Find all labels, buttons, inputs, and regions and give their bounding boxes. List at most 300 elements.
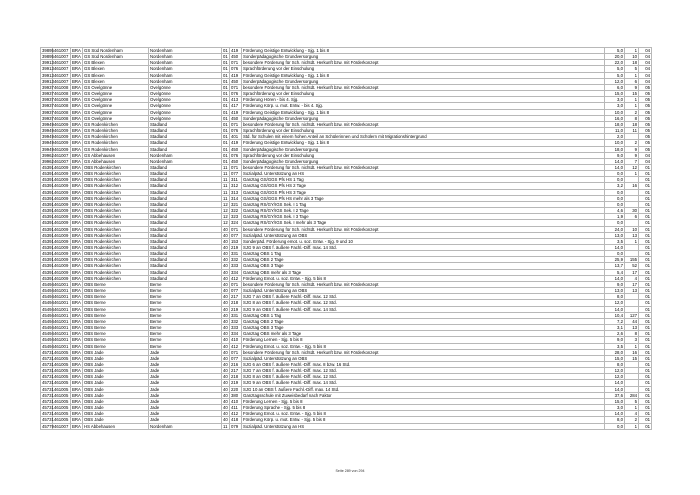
table-cell: OBS Rodenkirchen (83, 226, 149, 232)
table-cell: SJG 8 an OBS f. äußere Fachl.-Diff. max. 12 Std. (242, 300, 605, 306)
table-cell: 45494 (42, 281, 54, 287)
table-cell: BRA (72, 60, 81, 66)
table-cell: 079 (230, 423, 242, 429)
table-cell: 6,0 (605, 84, 625, 90)
table-cell: 39913 (42, 66, 54, 72)
table-cell: 401 (230, 134, 242, 140)
table-cell: 01 (639, 269, 652, 275)
table-cell: Stadland (149, 177, 222, 183)
table-cell: 01 (639, 263, 652, 269)
table-cell: 39913 (42, 60, 54, 66)
table-cell: 15,0 (605, 398, 625, 404)
table-cell: BRA (72, 115, 81, 121)
table-cell: 13 (625, 288, 639, 294)
table-cell: 1 (625, 405, 639, 411)
table-cell: 45494 (42, 306, 54, 312)
table-cell: Stadland (149, 220, 222, 226)
table-cell: 40 (223, 269, 228, 275)
table-cell: 0,0 (605, 189, 625, 195)
table-cell: 461005 (53, 349, 71, 355)
table-cell: OBS Rodenkirchen (83, 257, 149, 263)
table-cell: 01 (223, 72, 228, 78)
table-cell: BRA (72, 146, 81, 152)
table-cell: 01 (639, 417, 652, 423)
table-cell: 45731 (42, 386, 54, 392)
table-cell: OBS Berne (83, 281, 149, 287)
table-cell: Förderung Emot. u. soz. Entw. - Sjg. 5 bis 8 (242, 275, 605, 281)
table-cell: besondere Förderung für Sch. nichtdt. Herkunft bzw. mit Förderkonzept (242, 84, 605, 90)
table-cell: BRA (72, 312, 81, 318)
table-cell: 461001 (53, 318, 71, 324)
table-cell: 323 (230, 214, 242, 220)
table-cell: Berne (149, 331, 222, 337)
table-cell: 01 (223, 158, 228, 164)
table-cell: GS Abbehausen (83, 158, 149, 164)
table-cell: 45779 (42, 423, 54, 429)
table-cell: OBS Rodenkirchen (83, 263, 149, 269)
table-cell: 01 (223, 60, 228, 66)
table-cell: 3,5 (605, 238, 625, 244)
table-cell: 05 (639, 115, 652, 121)
table-cell: Stadland (149, 183, 222, 189)
table-cell: 1 (625, 48, 639, 54)
table-cell: besondere Förderung für Sch. nichtdt. Herkunft bzw. mit Förderkonzept (242, 164, 605, 170)
table-cell: OBS Jade (83, 417, 149, 423)
table-cell: 322 (230, 208, 242, 214)
table-cell: 45391 (42, 164, 54, 170)
table-cell: 461001 (53, 300, 71, 306)
table-cell: 39949 (42, 128, 54, 134)
table-cell: BRA (72, 331, 81, 337)
table-cell: OBS Rodenkirchen (83, 245, 149, 251)
table-cell: 0,0 (605, 251, 625, 257)
table-cell: 39913 (42, 78, 54, 84)
table-cell: Ganztag OBS 1 Tag (242, 251, 605, 257)
table-cell: Berne (149, 312, 222, 318)
table-cell: 01 (223, 121, 228, 127)
table-cell: 11 (222, 171, 230, 177)
table-cell: 10,4 (605, 312, 625, 318)
table-cell: Förderung Sprache - Sjg. 5 bis 8 (242, 405, 605, 411)
table-cell: Ganztag RS/GY/IGS Sek. I 2 Tage (242, 208, 605, 214)
table-cell: 3,2 (605, 183, 625, 189)
table-cell: BRA (72, 121, 81, 127)
table-cell: 1 (625, 72, 639, 78)
table-cell: Sonderpädagogische Grundversorgung (242, 115, 605, 121)
table-cell: 11,0 (605, 128, 625, 134)
table-cell: 01 (223, 109, 228, 115)
table-cell: 331 (230, 312, 242, 318)
table-cell: 11 (222, 164, 230, 170)
table-cell: 40 (223, 349, 228, 355)
table-cell: GS Rodenkirchen (83, 134, 149, 140)
table-cell: BRA (72, 392, 81, 398)
table-cell: 461009 (53, 226, 71, 232)
table-cell: 45731 (42, 398, 54, 404)
table-cell: Ganztag RS/GY/IGS Sek. I 1 Tag (242, 201, 605, 207)
table-cell: 0,0 (605, 195, 625, 201)
table-cell: 40 (223, 380, 228, 386)
table-cell: 39937 (42, 84, 54, 90)
table-cell: 05 (639, 103, 652, 109)
table-cell: 14,0 (605, 164, 625, 170)
table-cell: OBS Berne (83, 325, 149, 331)
table-cell: OBS Berne (83, 288, 149, 294)
table-cell: Berne (149, 306, 222, 312)
table-cell: 05 (639, 128, 652, 134)
table-cell: Ganztag GS/GGS Pfs HS 3 Tage (242, 189, 605, 195)
table-cell: 28,0 (605, 349, 625, 355)
table-cell: BRA (72, 325, 81, 331)
table-cell: 333 (230, 263, 242, 269)
table-cell: 461007 (53, 48, 71, 54)
table-cell: 461001 (53, 288, 71, 294)
table-cell: OBS Jade (83, 380, 149, 386)
table-cell: Jade (149, 392, 222, 398)
table-cell: GS Ovelgönne (83, 91, 149, 97)
table-cell: BRA (72, 343, 81, 349)
table-cell: Ovelgönne (149, 109, 222, 115)
table-cell: 45731 (42, 380, 54, 386)
table-cell: 461009 (53, 177, 71, 183)
table-cell: 40 (223, 386, 228, 392)
table-cell: Jade (149, 368, 222, 374)
table-cell: Ganztag RS/GY/IGS Sek. I 3 Tage (242, 214, 605, 220)
table-cell: Ganztag OBS 2 Tage (242, 318, 605, 324)
table-cell: OBS Berne (83, 343, 149, 349)
table-cell: Förderung Geistige Entwicklung - Sjg. 1 bis 8 (242, 48, 605, 54)
table-cell: 05 (639, 121, 652, 127)
table-cell: 39895 (42, 54, 54, 60)
table-cell: Nordenham (149, 72, 222, 78)
table-cell: 05 (639, 84, 652, 90)
table-cell: 284 (625, 392, 639, 398)
table-cell: besondere Förderung für Sch. nichtdt. Herkunft bzw. mit Förderkonzept (242, 121, 605, 127)
table-cell: 01 (639, 361, 652, 367)
table-cell: OBS Rodenkirchen (83, 214, 149, 220)
table-cell: OBS Rodenkirchen (83, 251, 149, 257)
table-cell: SJG 8 an OBS f. äußere Fachl.-Diff. max. 12 Std. (242, 374, 605, 380)
table-cell: Sozialpäd. Unterstützung an HS (242, 171, 605, 177)
table-cell: 334 (230, 269, 242, 275)
table-cell: 40 (223, 325, 228, 331)
table-cell: 13,7 (605, 263, 625, 269)
table-cell: 15 (625, 355, 639, 361)
table-cell: 380 (230, 392, 242, 398)
table-cell: 01 (639, 398, 652, 404)
table-cell: 01 (639, 392, 652, 398)
table-cell: BRA (72, 208, 81, 214)
table-cell: 461005 (53, 355, 71, 361)
table-cell: BRA (72, 269, 81, 275)
table-cell: 8 (625, 331, 639, 337)
table-cell: 52 (625, 263, 639, 269)
table-cell: Sozialpäd. Unterstützung an OBS (242, 288, 605, 294)
table-cell: 01 (223, 140, 228, 146)
table-cell: GS Ovelgönne (83, 97, 149, 103)
table-cell: 45391 (42, 251, 54, 257)
table-cell: 5 (625, 66, 639, 72)
table-cell: 04 (639, 54, 652, 60)
table-cell: BRA (72, 300, 81, 306)
table-cell: BRA (72, 195, 81, 201)
table-cell: BRA (72, 140, 81, 146)
table-cell: 076 (230, 128, 242, 134)
table-cell: 01 (639, 343, 652, 349)
table-cell: 45494 (42, 331, 54, 337)
table-cell: OBS Rodenkirchen (83, 164, 149, 170)
table-cell: SJG 10 an OBS f. äußere Fachl.-Diff. max. 14 Std. (242, 386, 605, 392)
table-cell: Nordenham (149, 54, 222, 60)
table-cell: 40 (223, 361, 228, 367)
table-cell: 461009 (53, 263, 71, 269)
table-cell: 01 (639, 214, 652, 220)
table-body (41, 48, 652, 430)
table-cell: 10 (625, 226, 639, 232)
table-cell: 01 (639, 411, 652, 417)
table-cell: 9,0 (605, 337, 625, 343)
table-cell: 3,0 (605, 97, 625, 103)
table-cell: 01 (639, 251, 652, 257)
table-cell: 13 (625, 232, 639, 238)
table-cell: OBS Jade (83, 398, 149, 404)
table-cell: 461009 (53, 171, 71, 177)
table-cell: 5,0 (605, 72, 625, 78)
table-cell: 071 (230, 281, 242, 287)
table-cell: BRA (72, 349, 81, 355)
table-cell: 332 (230, 257, 242, 263)
table-cell: 15,0 (605, 355, 625, 361)
table-cell: 01 (223, 146, 228, 152)
table-cell: 14,0 (605, 380, 625, 386)
table-cell: Sonderpäd. Förderung emot. u. soz. Entw. - Sjg. 9 und 10 (242, 238, 605, 244)
table-cell: 13,0 (605, 288, 625, 294)
table-cell: OBS Jade (83, 355, 149, 361)
table-cell: Ovelgönne (149, 103, 222, 109)
table-cell: 01 (223, 54, 228, 60)
table-cell: Stadland (149, 275, 222, 281)
table-cell: Sonderpädagogische Grundversorgung (242, 146, 605, 152)
table-cell: 419 (230, 48, 242, 54)
table-cell: 071 (230, 121, 242, 127)
table-cell: Stadland (149, 263, 222, 269)
table-cell: OBS Rodenkirchen (83, 238, 149, 244)
table-cell: BRA (72, 164, 81, 170)
table-cell: 45391 (42, 232, 54, 238)
table-cell: 3,5 (605, 343, 625, 349)
table-cell: GS Blexen (83, 66, 149, 72)
table-cell: GS Ovelgönne (83, 109, 149, 115)
table-cell: BRA (72, 226, 81, 232)
table-cell: besondere Förderung für Sch. nichtdt. Herkunft bzw. mit Förderkonzept (242, 60, 605, 66)
table-cell: 461007 (53, 60, 71, 66)
table-cell: GS Süd Nordenham (83, 54, 149, 60)
table-cell: Berne (149, 281, 222, 287)
table-cell: 417 (230, 103, 242, 109)
table-cell: 12,0 (605, 374, 625, 380)
table-cell: 071 (230, 84, 242, 90)
table-cell: 45494 (42, 318, 54, 324)
table-cell: GS Blexen (83, 78, 149, 84)
table-cell: BRA (72, 220, 81, 226)
table-cell: 40 (223, 300, 228, 306)
table-cell: 45731 (42, 374, 54, 380)
table-cell: BRA (72, 238, 81, 244)
table-cell: BRA (72, 214, 81, 220)
table-cell: 461005 (53, 386, 71, 392)
table-cell: BRA (72, 380, 81, 386)
table-cell: Sprachförderung vor der Einschulung (242, 152, 605, 158)
table-cell: 40 (223, 288, 228, 294)
table-cell: 127 (625, 312, 639, 318)
table-cell: 410 (230, 337, 242, 343)
table-cell: 311 (230, 177, 242, 183)
table-cell: 01 (639, 288, 652, 294)
table-cell: 40 (223, 337, 228, 343)
table-cell: BRA (72, 306, 81, 312)
table-cell: 411 (230, 405, 242, 411)
table-cell: 461008 (53, 91, 71, 97)
table-cell: Förderung Geistige Entwicklung - Sjg. 1 bis 8 (242, 140, 605, 146)
table-cell: Förderung Geistige Entwicklung - Sjg. 1 bis 8 (242, 72, 605, 78)
table-cell: 05 (639, 140, 652, 146)
table-cell: Sonderpädagogische Grundversorgung (242, 54, 605, 60)
table-cell: 01 (639, 405, 652, 411)
table-cell: 45731 (42, 368, 54, 374)
table-cell: 461007 (53, 423, 71, 429)
table-cell: 45391 (42, 257, 54, 263)
table-cell: 11 (222, 189, 230, 195)
table-cell: 7,2 (605, 318, 625, 324)
table-cell: 461005 (53, 368, 71, 374)
table-cell: BRA (72, 97, 81, 103)
table-cell: 10,0 (605, 109, 625, 115)
table-cell: Ganztag GS/GGS Pfs HS mehr als 3 Tage (242, 195, 605, 201)
table-cell: OBS Jade (83, 405, 149, 411)
table-cell: 14,0 (605, 245, 625, 251)
table-cell: 12,0 (605, 78, 625, 84)
table-cell: 461008 (53, 109, 71, 115)
table-cell: OBS Berne (83, 337, 149, 343)
table-cell: 332 (230, 318, 242, 324)
table-cell: 461007 (53, 78, 71, 84)
table-cell: Stadland (149, 134, 222, 140)
table-cell: 9 (625, 146, 639, 152)
table-cell: BRA (72, 318, 81, 324)
table-cell: 25,9 (605, 257, 625, 263)
table-cell: 5,0 (605, 66, 625, 72)
table-cell: BRA (72, 361, 81, 367)
table-cell: 076 (230, 91, 242, 97)
table-cell: 40 (223, 251, 228, 257)
table-cell: 450 (230, 54, 242, 60)
table-cell: 04 (639, 66, 652, 72)
table-cell: 331 (230, 251, 242, 257)
table-cell: 45494 (42, 288, 54, 294)
table-cell: 04 (639, 152, 652, 158)
table-cell: 05 (639, 91, 652, 97)
table-cell: 412 (230, 275, 242, 281)
table-cell: 419 (230, 72, 242, 78)
table-cell: 0,0 (605, 177, 625, 183)
table-cell: BRA (72, 398, 81, 404)
table-cell: 220 (230, 386, 242, 392)
table-cell: 40 (223, 355, 228, 361)
table-cell: 14,0 (605, 275, 625, 281)
table-cell: 01 (639, 226, 652, 232)
table-cell: Ganztag GS/GGS Pfs HS 2 Tage (242, 183, 605, 189)
table-cell: 40 (223, 238, 228, 244)
table-cell: 313 (230, 189, 242, 195)
table-cell: Jade (149, 405, 222, 411)
table-cell: GS Rodenkirchen (83, 128, 149, 134)
table-cell: 0,0 (605, 423, 625, 429)
table-cell: 461001 (53, 281, 71, 287)
table-cell: 0,0 (605, 201, 625, 207)
table-cell: BRA (72, 72, 81, 78)
table-cell: 39913 (42, 72, 54, 78)
table-cell: OBS Rodenkirchen (83, 269, 149, 275)
table-cell: Stadland (149, 201, 222, 207)
table-cell: 12,0 (605, 368, 625, 374)
table-cell: 18,0 (605, 121, 625, 127)
table-cell: 461009 (53, 208, 71, 214)
table-cell: BRA (72, 411, 81, 417)
table-cell: 461005 (53, 398, 71, 404)
table-cell: 37,6 (605, 392, 625, 398)
table-cell: 461009 (53, 220, 71, 226)
table-cell: 8,0 (605, 294, 625, 300)
table-cell: BRA (72, 84, 81, 90)
table-cell: 01 (639, 386, 652, 392)
table-cell: 419 (230, 140, 242, 146)
table-cell: SJG 9 an OBS f. äußere Fachl.-Diff. max. 14 Std. (242, 306, 605, 312)
table-cell: BRA (72, 103, 81, 109)
table-cell: SJG 9 an OBS f. äußere Fachl.-Diff. max. 14 Std. (242, 380, 605, 386)
table-cell: Ganztag OBS 2 Tage (242, 257, 605, 263)
table-cell: 153 (230, 238, 242, 244)
table-cell: Jade (149, 411, 222, 417)
table-cell: BRA (72, 232, 81, 238)
table-cell: BRA (72, 152, 81, 158)
table-cell: 5 (625, 398, 639, 404)
table-cell: Sozialpäd. Unterstützung an OBS (242, 232, 605, 238)
table-cell: 45391 (42, 245, 54, 250)
table-cell: 0,0 (605, 220, 625, 226)
table-cell: BRA (72, 257, 81, 263)
table-cell: 461009 (53, 232, 71, 238)
table-cell: Ovelgönne (149, 97, 222, 103)
table-cell: BRA (72, 263, 81, 269)
table-cell: 12 (223, 220, 228, 226)
table-cell: 12,0 (605, 300, 625, 306)
table-cell: 3,0 (605, 103, 625, 109)
table-cell: 04 (639, 72, 652, 78)
table-cell: OBS Jade (83, 411, 149, 417)
table-cell: 01 (223, 103, 228, 109)
table-cell: 3 (625, 337, 639, 343)
table-cell: 01 (639, 306, 652, 312)
table-cell: 6 (625, 214, 639, 220)
table-cell: 461009 (53, 257, 71, 263)
table-cell: 14,0 (605, 386, 625, 392)
table-cell: 39949 (42, 121, 54, 127)
table-cell: BRA (72, 294, 81, 300)
table-cell: 461009 (53, 140, 71, 146)
table-cell: 45494 (42, 294, 54, 300)
table-cell: 450 (230, 158, 242, 164)
data-table (40, 47, 652, 430)
